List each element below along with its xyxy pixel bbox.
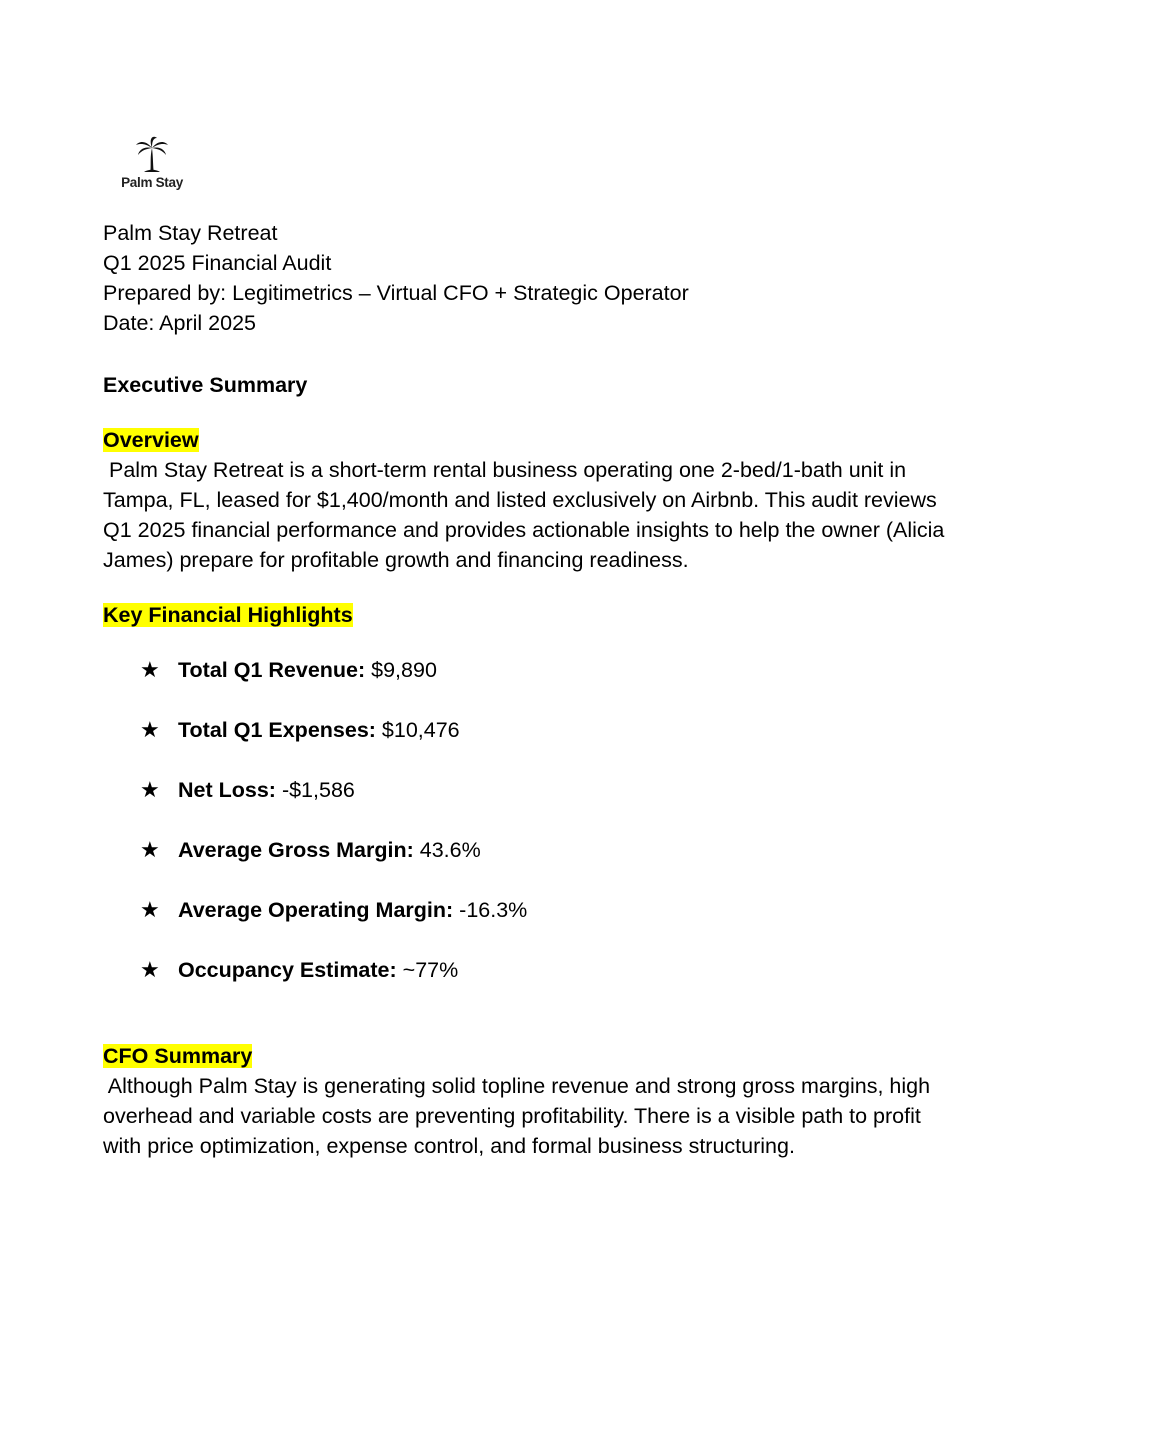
star-bullet-icon: ★ [140,837,160,862]
cfo-summary-line: Although Palm Stay is generating solid topline revenue and strong gross margins, high [103,1074,931,1098]
business-name: Palm Stay Retreat [103,221,278,245]
document-header [103,218,689,338]
highlight-item [140,775,355,805]
report-title: Q1 2025 Financial Audit [103,251,332,275]
highlights-heading-wrap [103,600,353,630]
overview-line: Palm Stay Retreat is a short-term rental business operating one 2-bed/1-bath unit in [103,458,907,482]
prepared-by: Prepared by: Legitimetrics – Virtual CFO + Strategic Operator [103,281,689,305]
star-bullet-icon: ★ [140,957,160,982]
cfo-summary-section [103,1041,930,1161]
overview-line: Q1 2025 financial performance and provides actionable insights to help the owner (Alicia [103,518,945,542]
star-bullet-icon: ★ [140,657,160,682]
highlight-label: Net Loss: [178,778,276,802]
highlight-value: ~77% [396,958,459,982]
highlights-heading: Key Financial Highlights [103,603,353,627]
palm-stay-logo [112,136,192,198]
star-bullet-icon: ★ [140,897,160,922]
overview-line: James) prepare for profitable growth and financing readiness. [103,548,689,572]
highlight-label: Occupancy Estimate: [178,958,397,982]
highlight-item [140,835,481,865]
highlight-item [140,895,527,925]
overview-heading: Overview [103,428,199,452]
highlight-value: $10,476 [375,718,460,742]
cfo-summary-line: with price optimization, expense control, and formal business structuring. [103,1134,795,1158]
highlight-label: Total Q1 Expenses: [178,718,376,742]
palm-tree-icon [134,136,170,174]
highlight-label: Average Gross Margin: [178,838,414,862]
executive-summary-title: Executive Summary [103,373,308,397]
highlight-value: 43.6% [413,838,481,862]
highlight-label: Average Operating Margin: [178,898,454,922]
highlight-value: -$1,586 [275,778,355,802]
highlight-item [140,655,437,685]
overview-line: Tampa, FL, leased for $1,400/month and listed exclusively on Airbnb. This audit reviews [103,488,937,512]
star-bullet-icon: ★ [140,777,160,802]
highlight-value: $9,890 [365,658,437,682]
cfo-summary-heading: CFO Summary [103,1044,253,1068]
highlight-item [140,955,458,985]
report-date: Date: April 2025 [103,311,256,335]
highlight-item [140,715,460,745]
cfo-summary-line: overhead and variable costs are preventing profitability. There is a visible path to profit [103,1104,921,1128]
overview-section [103,425,944,575]
logo-text: Palm Stay [121,175,183,190]
highlight-value: -16.3% [453,898,528,922]
star-bullet-icon: ★ [140,717,160,742]
highlight-label: Total Q1 Revenue: [178,658,366,682]
